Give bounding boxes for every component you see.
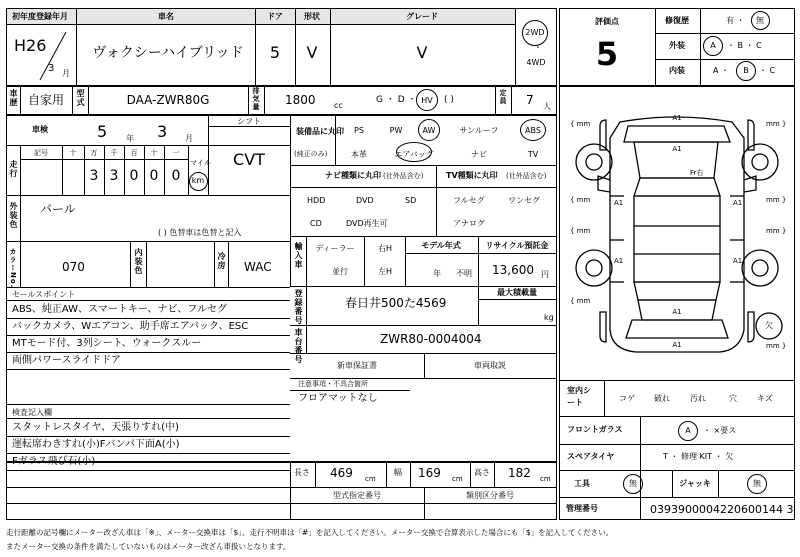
height-value: 182 (508, 466, 531, 480)
displacement-label: 排気量 (252, 87, 260, 111)
notes-value: フロアマットなし (298, 393, 378, 404)
repair-label: 修復歴 (665, 16, 689, 25)
car-name: ヴォクシーハイブリッド (92, 45, 244, 61)
door-label: ドア (267, 12, 283, 21)
odometer-label: 走行 (9, 160, 18, 178)
import-dealer: ディーラー (315, 244, 355, 253)
diagram-mm-mark: { mm (570, 297, 591, 305)
reg-month-unit: 月 (62, 69, 70, 78)
capacity-value: 7 (526, 93, 534, 107)
interior-color-label: 内装色 (134, 248, 143, 275)
recycle-unit: 円 (541, 270, 549, 279)
odometer-digit: 0 (149, 168, 159, 184)
interior-first: A ・ (713, 66, 730, 75)
diagram-label: A1 (614, 257, 624, 265)
interior-selected: B (743, 66, 749, 75)
notes-label: 注意事項・不具合箇所 (298, 380, 368, 388)
warranty-label: 新車保証書 (337, 361, 377, 370)
shape-label: 形状 (304, 12, 320, 21)
diagram-label: A1 (672, 341, 682, 349)
nav-type-cd: CD (310, 219, 322, 228)
odometer-digit: 3 (109, 168, 119, 184)
tv-type-fullseg: フルセグ (453, 196, 485, 205)
nav-type-sub: (社外品含む) (383, 172, 424, 180)
diagram-mm-mark: mm } (766, 196, 787, 204)
ac-label: 冷房 (217, 252, 226, 270)
usage-value: 自家用 (27, 93, 65, 107)
place-label: 万 (90, 149, 98, 157)
equip-ps: PS (354, 126, 364, 135)
fuel-extra: ( ) (444, 95, 454, 105)
drive-dot: ・ (534, 43, 542, 52)
windshield-rest: ・ ×要ス (703, 426, 737, 435)
nav-type-label: ナビ種類に丸印 (325, 171, 381, 180)
displacement-value: 1800 (285, 93, 316, 107)
ext-color-label: 外装色 (9, 202, 18, 229)
capacity-unit: 人 (543, 102, 551, 111)
place-label: 十 (69, 149, 77, 157)
ext-color-note: ( ) 色替車は色替と記入 (158, 228, 242, 237)
ac-value: WAC (244, 260, 272, 274)
max-load-label: 最大積載量 (497, 288, 537, 297)
equip-abs: ABS (525, 126, 541, 135)
tv-type-sub: (社外品含む) (506, 172, 547, 180)
equip-aw: AW (422, 126, 436, 135)
chassis-value: ZWR80-0004004 (380, 332, 482, 346)
equipment-label: 装備品に丸印 (296, 127, 344, 136)
ext-color-value: パール (40, 202, 76, 216)
manual-label: 車両取説 (474, 361, 506, 370)
inspector-label: 検査記入欄 (12, 408, 52, 417)
tv-type-analog: アナログ (453, 219, 485, 228)
import-label: 輸入車 (294, 242, 303, 269)
management-value: 0393900004220600144 3 (650, 503, 794, 516)
body-shape: V (306, 43, 318, 62)
inspector-line: 運転席わきすれ(小)Fバンパ下面A(小) (12, 439, 180, 450)
score-label: 評価点 (595, 17, 619, 26)
diagram-center-mark: Fr右 (690, 169, 704, 177)
height-unit: cm (540, 475, 551, 483)
cc-unit: cc (334, 101, 343, 110)
usage-label: 車歴 (9, 89, 18, 107)
reg-month: 3 (48, 63, 55, 74)
first-reg-label: 初年度登録年月 (12, 12, 68, 21)
width-value: 169 (418, 466, 441, 480)
sales-point-line: バックカメラ、Wエアコン、助手席エアバック、ESC (12, 321, 249, 332)
tools-value: 無 (629, 479, 637, 488)
exterior-grade-label: 外装 (669, 41, 685, 50)
management-label: 管理番号 (566, 504, 598, 513)
diagram-mm-mark: mm } (766, 227, 787, 235)
shift-label: シフト (237, 117, 261, 126)
diagram-mm-mark: mm } (766, 342, 787, 350)
shaken-month: 3 (157, 122, 168, 141)
class-number-label: 類別区分番号 (466, 491, 514, 500)
odometer-symbol-label: 記号 (34, 149, 48, 157)
nav-type-dvd: DVD (356, 196, 374, 205)
footer-line-1: 走行距離の記号欄にメーター改ざん車は「※」、メーター交換車は「$」、走行不明車は「#」を記入してください。メーター交換で合算表示した場合にも「$」を記入してください。 (6, 528, 614, 537)
place-label: 千 (110, 149, 118, 157)
shift-value: CVT (233, 150, 265, 169)
recycle-value: 13,600 (492, 263, 534, 277)
door-count: 5 (269, 43, 281, 62)
diagram-label: A1 (672, 308, 682, 316)
place-label: 百 (130, 149, 138, 157)
model-value: DAA-ZWR80G (126, 93, 210, 107)
reg-year: H26 (14, 36, 47, 55)
diagram-label: A1 (733, 257, 743, 265)
shaken-year-unit: 年 (126, 134, 134, 143)
fuel-selected: HV (421, 96, 433, 105)
import-parallel: 並行 (332, 267, 348, 276)
length-value: 469 (330, 466, 353, 480)
shaken-month-unit: 月 (185, 134, 193, 143)
nav-type-dvd-play: DVD再生可 (346, 219, 388, 228)
shaken-year: 5 (97, 122, 108, 141)
equip-navi: ナビ (471, 150, 487, 159)
sheet-item: 穴 (729, 394, 737, 403)
car-name-label: 車名 (158, 12, 174, 21)
sales-points-label: セールスポイント (12, 290, 76, 299)
type-designation-label: 型式指定番号 (333, 491, 381, 500)
color-no-value: 070 (62, 260, 85, 274)
nav-type-hdd: HDD (307, 196, 326, 205)
spare-tire-options: T ・ 修理 KIT ・ 欠 (663, 452, 734, 461)
sheet-item: コゲ (619, 394, 635, 403)
fuel-options: G ・ D ・ (376, 95, 417, 105)
diagram-mm-mark: { mm (570, 120, 591, 128)
odometer-digit: 0 (171, 168, 181, 184)
jack-value: 無 (753, 479, 761, 488)
interior-rest: ・ C (759, 66, 776, 75)
footer-line-2: またメーター交換の条件を満たしていないものはメーター改ざん車扱いとなります。 (6, 542, 291, 551)
diagram-mm-mark: { mm (570, 227, 591, 235)
max-load-unit: kg (544, 313, 554, 322)
import-lh: 左H (377, 267, 393, 276)
sales-point-line: 両側パワースライドドア (12, 355, 121, 366)
diagram-mm-mark: mm } (766, 120, 787, 128)
drive-4wd: 4WD (526, 58, 546, 67)
sheet-item: 破れ (654, 394, 670, 403)
windshield-selected: A (685, 426, 691, 435)
sheet-item: 汚れ (690, 394, 706, 403)
model-year-label: モデル年式 (421, 241, 461, 250)
sheet-item: キズ (757, 394, 773, 403)
length-label: 長さ (294, 468, 310, 477)
equip-leather: 本革 (351, 150, 367, 159)
diagram-mm-mark: { mm (570, 196, 591, 204)
grade-value: V (416, 43, 428, 62)
equip-pw: PW (389, 126, 403, 135)
chassis-label: 車台番号 (294, 328, 303, 364)
diagram-label: A1 (672, 145, 682, 153)
drive-2wd: 2WD (525, 28, 545, 37)
width-unit: cm (452, 475, 463, 483)
jack-label: ジャッキ (679, 479, 711, 488)
width-label: 幅 (394, 468, 402, 477)
model-year-value: 不明 (456, 269, 472, 278)
inspector-line: スタットレスタイヤ、天張りすれ(中) (12, 422, 179, 433)
diagram-tire-mark: 欠 (765, 321, 773, 330)
equipment-sub: (純正のみ) (294, 150, 328, 158)
place-label: 十 (150, 149, 158, 157)
repair-selected: 無 (756, 16, 764, 25)
spare-tire-label: スペアタイヤ (567, 452, 615, 461)
model-year-unit: 年 (433, 269, 441, 278)
color-no-label: カラーNo. (9, 248, 17, 289)
equip-sunroof: サンルーフ (459, 126, 499, 135)
model-label: 型式 (76, 89, 85, 107)
diagram-label: A1 (672, 114, 682, 122)
diagram-label: A1 (733, 199, 743, 207)
recycle-label: リサイクル預託金 (485, 241, 549, 250)
exterior-rest: ・ B ・ C (727, 41, 762, 50)
tv-type-oneseg: ワンセグ (508, 196, 540, 205)
reg-number-label: 登録番号 (294, 289, 303, 325)
reg-number-value: 春日井500た4569 (345, 296, 447, 310)
nav-type-sd: SD (405, 196, 417, 205)
sales-point-line: ABS、純正AW、スマートキー、ナビ、フルセグ (12, 304, 227, 315)
interior-grade-label: 内装 (669, 66, 685, 75)
interior-sheet-label: 室内シート (567, 386, 591, 407)
import-rh: 右H (377, 244, 393, 253)
tools-label: 工具 (574, 479, 590, 488)
score-value: 5 (595, 35, 619, 73)
sales-point-line: MTモード付、3列シート、ウォークスルー (12, 338, 202, 349)
repair-options: 有 ・ (726, 16, 745, 25)
windshield-label: フロントガラス (567, 425, 623, 434)
place-label: 一 (172, 149, 180, 157)
unit-mile: マイル (190, 159, 211, 167)
grade-label: グレード (406, 12, 438, 21)
exterior-selected: A (710, 41, 716, 50)
diagram-label: A1 (614, 199, 624, 207)
tv-type-label: TV種類に丸印 (446, 171, 498, 180)
length-unit: cm (365, 475, 376, 483)
shaken-label: 車検 (32, 125, 48, 134)
equip-tv: TV (527, 150, 539, 159)
unit-km: km (191, 176, 205, 185)
equip-airbag: エアバッグ (394, 150, 434, 159)
capacity-label: 定員 (499, 89, 507, 105)
height-label: 高さ (474, 468, 490, 477)
odometer-digit: 3 (89, 168, 99, 184)
odometer-digit: 0 (129, 168, 139, 184)
